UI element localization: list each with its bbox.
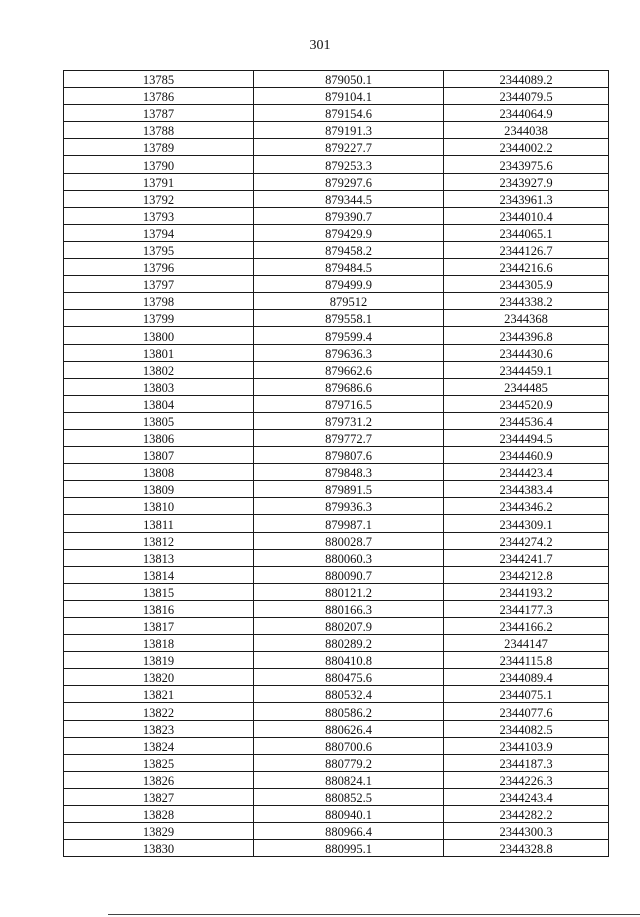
table-row — [64, 310, 609, 327]
point-id-cell: 13790 — [64, 156, 254, 173]
point-id-cell: 13793 — [64, 207, 254, 224]
y-coordinate-cell: 2344460.9 — [444, 447, 609, 464]
table-row — [64, 737, 609, 754]
y-coordinate-cell: 2344368 — [444, 310, 609, 327]
point-id-cell: 13814 — [64, 566, 254, 583]
page-bottom-rule — [108, 914, 640, 915]
x-coordinate-cell: 880779.2 — [254, 754, 444, 771]
table-row — [64, 361, 609, 378]
table-row — [64, 481, 609, 498]
point-id-cell: 13811 — [64, 515, 254, 532]
x-coordinate-cell: 880410.8 — [254, 652, 444, 669]
y-coordinate-cell: 2344423.4 — [444, 464, 609, 481]
table-row — [64, 840, 609, 857]
point-id-cell: 13813 — [64, 549, 254, 566]
y-coordinate-cell: 2343975.6 — [444, 156, 609, 173]
table-row — [64, 429, 609, 446]
point-id-cell: 13802 — [64, 361, 254, 378]
y-coordinate-cell: 2344282.2 — [444, 806, 609, 823]
y-coordinate-cell: 2344243.4 — [444, 788, 609, 805]
point-id-cell: 13824 — [64, 737, 254, 754]
table-row — [64, 447, 609, 464]
point-id-cell: 13792 — [64, 190, 254, 207]
point-id-cell: 13797 — [64, 276, 254, 293]
table-row — [64, 88, 609, 105]
x-coordinate-cell: 880121.2 — [254, 583, 444, 600]
y-coordinate-cell: 2343961.3 — [444, 190, 609, 207]
x-coordinate-cell: 879731.2 — [254, 412, 444, 429]
y-coordinate-cell: 2344396.8 — [444, 327, 609, 344]
y-coordinate-cell: 2344309.1 — [444, 515, 609, 532]
y-coordinate-cell: 2344536.4 — [444, 412, 609, 429]
x-coordinate-cell: 879499.9 — [254, 276, 444, 293]
point-id-cell: 13815 — [64, 583, 254, 600]
table-row — [64, 327, 609, 344]
table-row — [64, 207, 609, 224]
table-row — [64, 788, 609, 805]
table-row — [64, 549, 609, 566]
x-coordinate-cell: 880626.4 — [254, 720, 444, 737]
coordinates-table-body — [64, 71, 609, 857]
y-coordinate-cell: 2344079.5 — [444, 88, 609, 105]
point-id-cell: 13830 — [64, 840, 254, 857]
point-id-cell: 13819 — [64, 652, 254, 669]
y-coordinate-cell: 2344077.6 — [444, 703, 609, 720]
table-row — [64, 720, 609, 737]
x-coordinate-cell: 880824.1 — [254, 771, 444, 788]
table-row — [64, 276, 609, 293]
table-row — [64, 156, 609, 173]
table-row — [64, 293, 609, 310]
page-number: 301 — [309, 38, 331, 53]
table-row — [64, 806, 609, 823]
point-id-cell: 13786 — [64, 88, 254, 105]
y-coordinate-cell: 2344485 — [444, 378, 609, 395]
point-id-cell: 13823 — [64, 720, 254, 737]
x-coordinate-cell: 880995.1 — [254, 840, 444, 857]
x-coordinate-cell: 879050.1 — [254, 71, 444, 88]
x-coordinate-cell: 879807.6 — [254, 447, 444, 464]
y-coordinate-cell: 2344274.2 — [444, 532, 609, 549]
point-id-cell: 13828 — [64, 806, 254, 823]
x-coordinate-cell: 879716.5 — [254, 395, 444, 412]
point-id-cell: 13805 — [64, 412, 254, 429]
table-row — [64, 583, 609, 600]
table-row — [64, 686, 609, 703]
point-id-cell: 13829 — [64, 823, 254, 840]
y-coordinate-cell: 2344212.8 — [444, 566, 609, 583]
point-id-cell: 13791 — [64, 173, 254, 190]
point-id-cell: 13800 — [64, 327, 254, 344]
y-coordinate-cell: 2344010.4 — [444, 207, 609, 224]
table-row — [64, 771, 609, 788]
table-row — [64, 190, 609, 207]
y-coordinate-cell: 2344038 — [444, 122, 609, 139]
x-coordinate-cell: 880940.1 — [254, 806, 444, 823]
point-id-cell: 13808 — [64, 464, 254, 481]
point-id-cell: 13818 — [64, 635, 254, 652]
y-coordinate-cell: 2344226.3 — [444, 771, 609, 788]
x-coordinate-cell: 879484.5 — [254, 259, 444, 276]
point-id-cell: 13795 — [64, 241, 254, 258]
point-id-cell: 13789 — [64, 139, 254, 156]
point-id-cell: 13810 — [64, 498, 254, 515]
y-coordinate-cell: 2344328.8 — [444, 840, 609, 857]
point-id-cell: 13820 — [64, 669, 254, 686]
y-coordinate-cell: 2344300.3 — [444, 823, 609, 840]
point-id-cell: 13787 — [64, 105, 254, 122]
table-row — [64, 412, 609, 429]
x-coordinate-cell: 879636.3 — [254, 344, 444, 361]
x-coordinate-cell: 880289.2 — [254, 635, 444, 652]
table-row — [64, 71, 609, 88]
y-coordinate-cell: 2344520.9 — [444, 395, 609, 412]
table-row — [64, 224, 609, 241]
x-coordinate-cell: 880532.4 — [254, 686, 444, 703]
x-coordinate-cell: 879772.7 — [254, 429, 444, 446]
x-coordinate-cell: 879390.7 — [254, 207, 444, 224]
y-coordinate-cell: 2344082.5 — [444, 720, 609, 737]
x-coordinate-cell: 879104.1 — [254, 88, 444, 105]
point-id-cell: 13816 — [64, 600, 254, 617]
x-coordinate-cell: 879558.1 — [254, 310, 444, 327]
table-row — [64, 395, 609, 412]
x-coordinate-cell: 879987.1 — [254, 515, 444, 532]
table-row — [64, 532, 609, 549]
y-coordinate-cell: 2344177.3 — [444, 600, 609, 617]
x-coordinate-cell: 879297.6 — [254, 173, 444, 190]
point-id-cell: 13785 — [64, 71, 254, 88]
point-id-cell: 13788 — [64, 122, 254, 139]
table-row — [64, 600, 609, 617]
x-coordinate-cell: 879429.9 — [254, 224, 444, 241]
y-coordinate-cell: 2344241.7 — [444, 549, 609, 566]
table-row — [64, 652, 609, 669]
y-coordinate-cell: 2344089.2 — [444, 71, 609, 88]
table-row — [64, 105, 609, 122]
y-coordinate-cell: 2344494.5 — [444, 429, 609, 446]
table-row — [64, 703, 609, 720]
x-coordinate-cell: 880166.3 — [254, 600, 444, 617]
y-coordinate-cell: 2344115.8 — [444, 652, 609, 669]
x-coordinate-cell: 879227.7 — [254, 139, 444, 156]
table-row — [64, 173, 609, 190]
y-coordinate-cell: 2344383.4 — [444, 481, 609, 498]
x-coordinate-cell: 879848.3 — [254, 464, 444, 481]
point-id-cell: 13804 — [64, 395, 254, 412]
x-coordinate-cell: 879599.4 — [254, 327, 444, 344]
y-coordinate-cell: 2344065.1 — [444, 224, 609, 241]
point-id-cell: 13825 — [64, 754, 254, 771]
x-coordinate-cell: 880060.3 — [254, 549, 444, 566]
point-id-cell: 13807 — [64, 447, 254, 464]
x-coordinate-cell: 880586.2 — [254, 703, 444, 720]
point-id-cell: 13798 — [64, 293, 254, 310]
point-id-cell: 13826 — [64, 771, 254, 788]
table-row — [64, 754, 609, 771]
y-coordinate-cell: 2344459.1 — [444, 361, 609, 378]
table-row — [64, 669, 609, 686]
table-row — [64, 515, 609, 532]
point-id-cell: 13803 — [64, 378, 254, 395]
x-coordinate-cell: 880966.4 — [254, 823, 444, 840]
x-coordinate-cell: 880700.6 — [254, 737, 444, 754]
x-coordinate-cell: 879154.6 — [254, 105, 444, 122]
x-coordinate-cell: 879191.3 — [254, 122, 444, 139]
x-coordinate-cell: 880207.9 — [254, 618, 444, 635]
y-coordinate-cell: 2344147 — [444, 635, 609, 652]
table-row — [64, 498, 609, 515]
y-coordinate-cell: 2344338.2 — [444, 293, 609, 310]
x-coordinate-cell: 879686.6 — [254, 378, 444, 395]
x-coordinate-cell: 879344.5 — [254, 190, 444, 207]
y-coordinate-cell: 2344193.2 — [444, 583, 609, 600]
table-row — [64, 635, 609, 652]
x-coordinate-cell: 880475.6 — [254, 669, 444, 686]
point-id-cell: 13794 — [64, 224, 254, 241]
y-coordinate-cell: 2344064.9 — [444, 105, 609, 122]
y-coordinate-cell: 2344126.7 — [444, 241, 609, 258]
y-coordinate-cell: 2344430.6 — [444, 344, 609, 361]
point-id-cell: 13799 — [64, 310, 254, 327]
point-id-cell: 13827 — [64, 788, 254, 805]
y-coordinate-cell: 2344075.1 — [444, 686, 609, 703]
x-coordinate-cell: 880028.7 — [254, 532, 444, 549]
table-row — [64, 566, 609, 583]
table-row — [64, 464, 609, 481]
table-row — [64, 241, 609, 258]
point-id-cell: 13796 — [64, 259, 254, 276]
x-coordinate-cell: 880090.7 — [254, 566, 444, 583]
x-coordinate-cell: 879936.3 — [254, 498, 444, 515]
point-id-cell: 13817 — [64, 618, 254, 635]
y-coordinate-cell: 2344103.9 — [444, 737, 609, 754]
point-id-cell: 13806 — [64, 429, 254, 446]
point-id-cell: 13822 — [64, 703, 254, 720]
y-coordinate-cell: 2344346.2 — [444, 498, 609, 515]
y-coordinate-cell: 2344187.3 — [444, 754, 609, 771]
point-id-cell: 13812 — [64, 532, 254, 549]
x-coordinate-cell: 879512 — [254, 293, 444, 310]
table-row — [64, 344, 609, 361]
table-row — [64, 139, 609, 156]
point-id-cell: 13809 — [64, 481, 254, 498]
y-coordinate-cell: 2344305.9 — [444, 276, 609, 293]
x-coordinate-cell: 879458.2 — [254, 241, 444, 258]
y-coordinate-cell: 2343927.9 — [444, 173, 609, 190]
x-coordinate-cell: 879891.5 — [254, 481, 444, 498]
y-coordinate-cell: 2344216.6 — [444, 259, 609, 276]
table-row — [64, 122, 609, 139]
x-coordinate-cell: 880852.5 — [254, 788, 444, 805]
table-row — [64, 378, 609, 395]
point-id-cell: 13821 — [64, 686, 254, 703]
point-id-cell: 13801 — [64, 344, 254, 361]
y-coordinate-cell: 2344002.2 — [444, 139, 609, 156]
coordinates-table — [63, 70, 609, 857]
y-coordinate-cell: 2344089.4 — [444, 669, 609, 686]
x-coordinate-cell: 879662.6 — [254, 361, 444, 378]
table-row — [64, 618, 609, 635]
y-coordinate-cell: 2344166.2 — [444, 618, 609, 635]
table-row — [64, 823, 609, 840]
table-row — [64, 259, 609, 276]
x-coordinate-cell: 879253.3 — [254, 156, 444, 173]
